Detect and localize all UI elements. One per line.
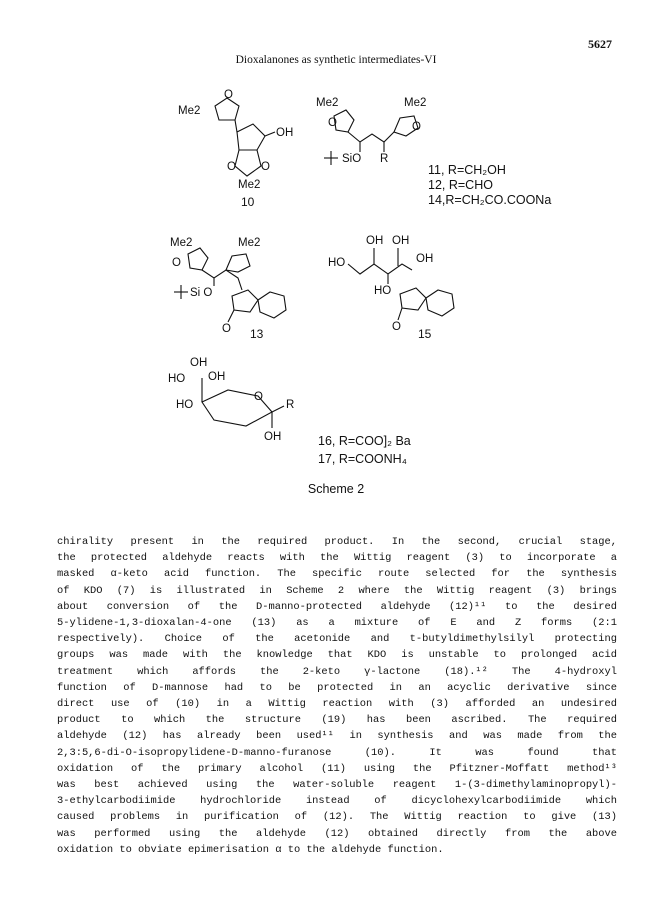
- compound-item: 17, R=COONH₄: [318, 452, 407, 466]
- atom-o: O: [254, 391, 263, 403]
- compound-item: 12, R=CHO: [428, 178, 493, 192]
- text-line: caused problems in purification of (12). The Wittig reaction to give (13): [57, 811, 617, 824]
- r-label: R: [286, 399, 295, 411]
- body-paragraph: [57, 534, 617, 858]
- ho-label: HO: [374, 285, 392, 297]
- chain-bond: [348, 264, 412, 274]
- scheme-caption: Scheme 2: [307, 482, 365, 496]
- page-number: 5627: [588, 37, 612, 51]
- sio-label: SiO: [342, 153, 362, 165]
- ring-bond: [188, 248, 208, 270]
- atom-o: O: [412, 121, 421, 133]
- me2-label: Me2: [404, 97, 427, 109]
- text-line: oxidation to obviate epimerisation α to the aldehyde function.: [57, 843, 444, 856]
- compound-item: 14,R=CH₂CO.COONa: [428, 193, 552, 207]
- text-line: masked α-keto acid function. The specific route selected for the synthesis: [57, 568, 617, 581]
- running-title: Dioxalanones as synthetic intermediates-VI: [235, 54, 437, 66]
- wavy-bond: [265, 132, 275, 136]
- me2-label: Me2: [178, 105, 201, 117]
- oh-label: OH: [276, 127, 294, 139]
- text-line: of KDO (7) is illustrated in Scheme 2 where the Wittig reagent (3) brings: [57, 584, 617, 597]
- structure-13: [170, 232, 310, 342]
- ring-bond: [226, 254, 250, 272]
- me2-label: Me2: [170, 237, 193, 249]
- compound-list-16-17: [318, 432, 411, 468]
- oh-label: OH: [392, 235, 410, 247]
- compound-item: 11, R=CH₂OH: [428, 163, 506, 177]
- chain-bond: [348, 132, 394, 142]
- dioxolanone-ring: [400, 288, 426, 310]
- compound-label-15: 15: [418, 327, 432, 341]
- text-line: about conversion of the D-manno-protected aldehyde (12)¹¹ to the desired: [57, 600, 617, 613]
- text-line: respectively). Choice of the acetonide and t-butyldimethylsilyl protecting: [57, 633, 617, 646]
- oh-label: OH: [264, 431, 282, 443]
- cyclohexane-ring: [258, 292, 286, 318]
- ho-label: HO: [176, 399, 194, 411]
- atom-o: O: [172, 257, 181, 269]
- me2-label: Me2: [238, 179, 261, 191]
- text-line: the protected aldehyde reacts with the Wittig reagent (3) to incorporate a: [57, 552, 617, 565]
- bond: [272, 406, 284, 412]
- atom-o: O: [222, 323, 231, 335]
- text-line: chirality present in the required product. In the second, crucial stage,: [57, 536, 617, 548]
- text-line: 5-ylidene-1,3-dioxalan-4-one (13) as a mixture of E and Z forms (2:1: [57, 617, 617, 630]
- text-line: groups was made with the knowledge that KDO is unstable to prolonged acid: [57, 649, 617, 662]
- ring-bond: [215, 98, 239, 120]
- text-line: oxidation of the primary alcohol (11) using the Pfitzner-Moffatt method¹³: [57, 762, 617, 775]
- bond: [235, 120, 237, 132]
- atom-o: O: [227, 161, 236, 173]
- ring-bond: [334, 110, 354, 132]
- compound-list-11-14: [428, 163, 551, 208]
- structure-10: [175, 88, 315, 208]
- me2-label: Me2: [316, 97, 339, 109]
- text-line: was best achieved using the water-soluble reagent 1-(3-dimethylaminopropyl)-: [57, 779, 617, 792]
- text-line: direct use of (10) in a Wittig reaction with (3) afforded an undesired: [57, 698, 617, 711]
- structure-16: [168, 356, 308, 446]
- me2-label: Me2: [238, 237, 261, 249]
- text-line: function of D-mannose had to be protected in an acyclic derivative since: [57, 681, 617, 694]
- oh-label: OH: [208, 371, 226, 383]
- compound-label-13: 13: [250, 327, 264, 341]
- atom-o: O: [328, 117, 337, 129]
- oh-label: OH: [416, 253, 434, 265]
- sio-label: Si O: [190, 287, 213, 299]
- carbonyl-bond: [398, 308, 402, 320]
- dioxolanone-ring: [232, 290, 258, 312]
- ho-label: HO: [328, 257, 346, 269]
- text-line: treatment which affords the 2-keto γ-lactone (18).¹² The 4-hydroxyl: [57, 665, 617, 678]
- ring-bond: [235, 150, 261, 176]
- text-line: 2,3:5,6-di-O-isopropylidene-D-manno-furanose (10). It was found that: [57, 746, 617, 759]
- structure-15: [328, 232, 478, 342]
- structure-11: [316, 94, 426, 166]
- cyclohexane-ring: [426, 290, 454, 316]
- atom-o: O: [261, 161, 270, 173]
- r-label: R: [380, 153, 389, 165]
- text-line: aldehyde (12) has already been used¹¹ in synthesis and was made from the: [57, 730, 617, 743]
- oh-label: OH: [366, 235, 384, 247]
- oh-label: OH: [190, 357, 208, 369]
- atom-o: O: [224, 89, 233, 101]
- atom-o: O: [392, 321, 401, 333]
- ho-label: HO: [168, 373, 186, 385]
- text-line: was performed using the aldehyde (12) obtained directly from the above: [57, 827, 617, 840]
- text-line: 3-ethylcarbodiimide hydrochloride instead of dicyclohexylcarbodiimide which: [57, 795, 617, 808]
- furanose-ring: [237, 124, 265, 150]
- compound-item: 16, R=COO]₂ Ba: [318, 434, 411, 448]
- carbonyl-bond: [228, 310, 234, 322]
- compound-label-10: 10: [241, 195, 255, 209]
- text-line: product to which the structure (19) has been ascribed. The required: [57, 714, 617, 727]
